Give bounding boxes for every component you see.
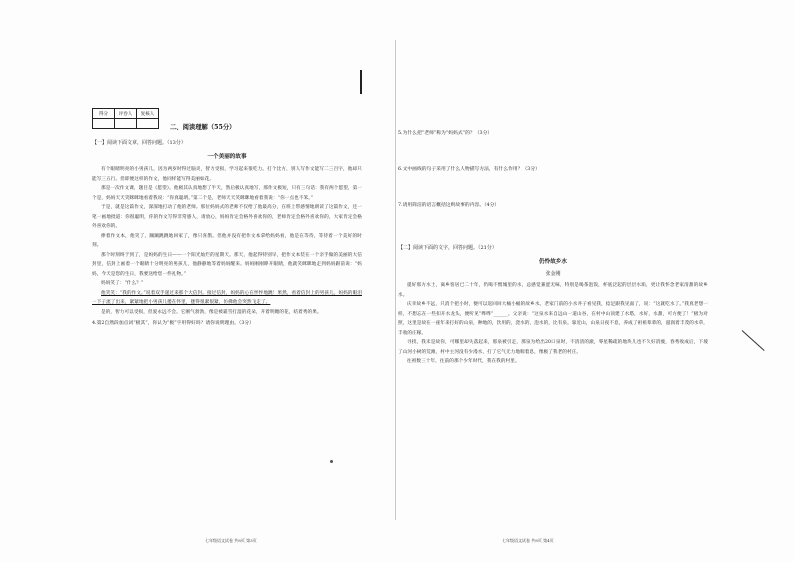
scan-corner-mark: [742, 330, 765, 351]
reviewer-blank: [137, 119, 159, 129]
page-fold-line: [395, 40, 396, 520]
essay-author: 张金刚: [545, 271, 561, 277]
reviewer-cell: 复核人: [137, 109, 159, 119]
left-page: [92, 108, 362, 331]
paragraph: 是的，智力可以受损，但爱永远不会。它刚气勃勃，像是被霜雪打湿的花朵，开着明媚的花，结着秀的果。: [101, 309, 322, 315]
essay-title: 仍怜故乡水: [539, 259, 567, 265]
score-cell: 得分: [93, 109, 115, 119]
paragraph: 提好那方水土，离乡客居已二十年，仍喝不惯城里的水，总感觉兼涩无味，特别是喝茶泡饭，杯底泛起的层层水垢，更让我怀念老家清甜的故乡水。: [398, 283, 708, 298]
registration-mark: [360, 70, 362, 94]
page-footer-left: 七年级语文试卷 共8页 第3页: [205, 538, 257, 543]
paragraph: 寻找，我未是故你，可哪里却失落起来，那泉被引走，那泉为给出20口泉时，不清清的澈，零星稀疏的地块儿也不久好消瘦，春秀收成后，下坡了山河小树的荒滩，村中主河没有少漫水，打了它气无力地喘着息，像极了我老的村庄。: [398, 340, 708, 355]
paragraph: 妈妈笑了：“什么？”: [101, 281, 144, 286]
story-title: 一个美丽的故事: [207, 154, 247, 160]
paragraph: 庆幸故乡不远，只消个把小时，便可以返回回大桶小桶的故乡水。老家门前的小水井子看见我，捻足跟我见面了，说：“这就吃水了。”我真老想一样，不想忘在一些扣开水龙头，便听见“哗哗”______。父亲说：“这泉水来自远山一道山谷，在村中山顶建了水塔，水好，水甜，可方便了！”极为对照，这里是故在一座年来打好的山泉，种地的，饮用的，浇水的，泡水的，比有泉。靠近山，山泉日夜不息，养成了祖祖辈辈的，滋润着丰茂的水草，丰收的庄稼。: [398, 302, 708, 336]
right-page: [398, 127, 708, 367]
underlined-paragraph: 他笑笑：“我的作文。”说着双手递过来那个大信封。接过信封，妈妈的心在怦怦地跳！果然，看着信封上的男孩儿，妈妈的眼泪一下子流了出来，紧紧地把小男孩儿搂在怀里，搂得很紧很紧，仿佛他会突然飞走了。: [92, 290, 362, 305]
paragraph: 往祖数三十年，往前的那个少年时代，我在我的村里。: [407, 359, 520, 364]
paragraph: 那个时刻终于到了，是妈妈的生日——一个阳光灿烂的星期天。那天，他起得特别早，把作文本装在一个亲手做的美丽的大信封里，信封上画着一个眼睛十分明亮的男孩儿，他静静地等着妈妈醒来。妈妈刚刚睁开眼睛，他就笑眯眯地走到妈妈跟前说：“妈妈，今天是您的生日，我要送给您一件礼物。”: [92, 252, 362, 277]
grader-blank: [115, 119, 137, 129]
paragraph: 捧着作文本，他笑了，蹦蹦跳跳地回家了，像只喜鹊。但他并没有把作文本拿给妈妈看，他是在等待，等待着一个美好的时刻。: [92, 233, 362, 248]
page-footer-right: 七年级语文试卷 共8页 第4页: [502, 538, 554, 543]
question-5: 5.为什么把“老师”称为“妈妈式”的？（3分）: [398, 131, 493, 136]
question-7: 7.请用简洁的语言概括这则故事的内容。（4分）: [398, 203, 500, 208]
part1-intro: 【一】阅读下面文章，回答问题。（13分）: [92, 140, 186, 146]
section-title: 二、阅读理解（55分）: [170, 124, 236, 131]
question-6: 6.文中画线的句子采用了什么人物描写方法，有什么作用？（3分）: [398, 167, 540, 172]
grader-cell: 评卷人: [115, 109, 137, 119]
paragraph: 那是一次作文课，题目是《愿望》。他极其认真地想了半天，然后极认真地写，那作文极短，只有三句话：我有两个愿望，第一个是，妈妈天天笑眯眯地看着我说：“你真聪明。”第二个是，老师天天笑眯眯地看着我说：“你一点也不笨。”: [92, 186, 362, 201]
score-blank: [93, 119, 115, 129]
scan-dot: [330, 460, 333, 463]
paragraph: 于是，就是这篇作文，深深地打动了他的老师。那位妈妈式的老师不仅给了他最高分，在班上带感情地朗读了这篇作文，还一笔一画地批道：你很聪明，你的作文写得非常感人，请放心，妈妈肯定会格外喜欢你的，老师肯定会格外喜欢你的，大家肯定会格外喜欢你的。: [92, 205, 362, 229]
part2-intro: 【二】阅读下面的文字，回答问题。（21分）: [398, 245, 497, 251]
paragraph: 有个眼睛明亮的小男孩儿，因为两岁时得过脑炎，智力受损，学习起来很吃力。打个比方，别人写作文能写二三百字，他却只能写三五行。但即便这样的作文，他同样能写得美丽如花。: [92, 167, 362, 182]
score-table: [92, 108, 159, 129]
question-4: 4.第2自然段加点词“极其”，你认为“极”字用得好吗？请你说明理由。（3分）: [92, 321, 254, 326]
